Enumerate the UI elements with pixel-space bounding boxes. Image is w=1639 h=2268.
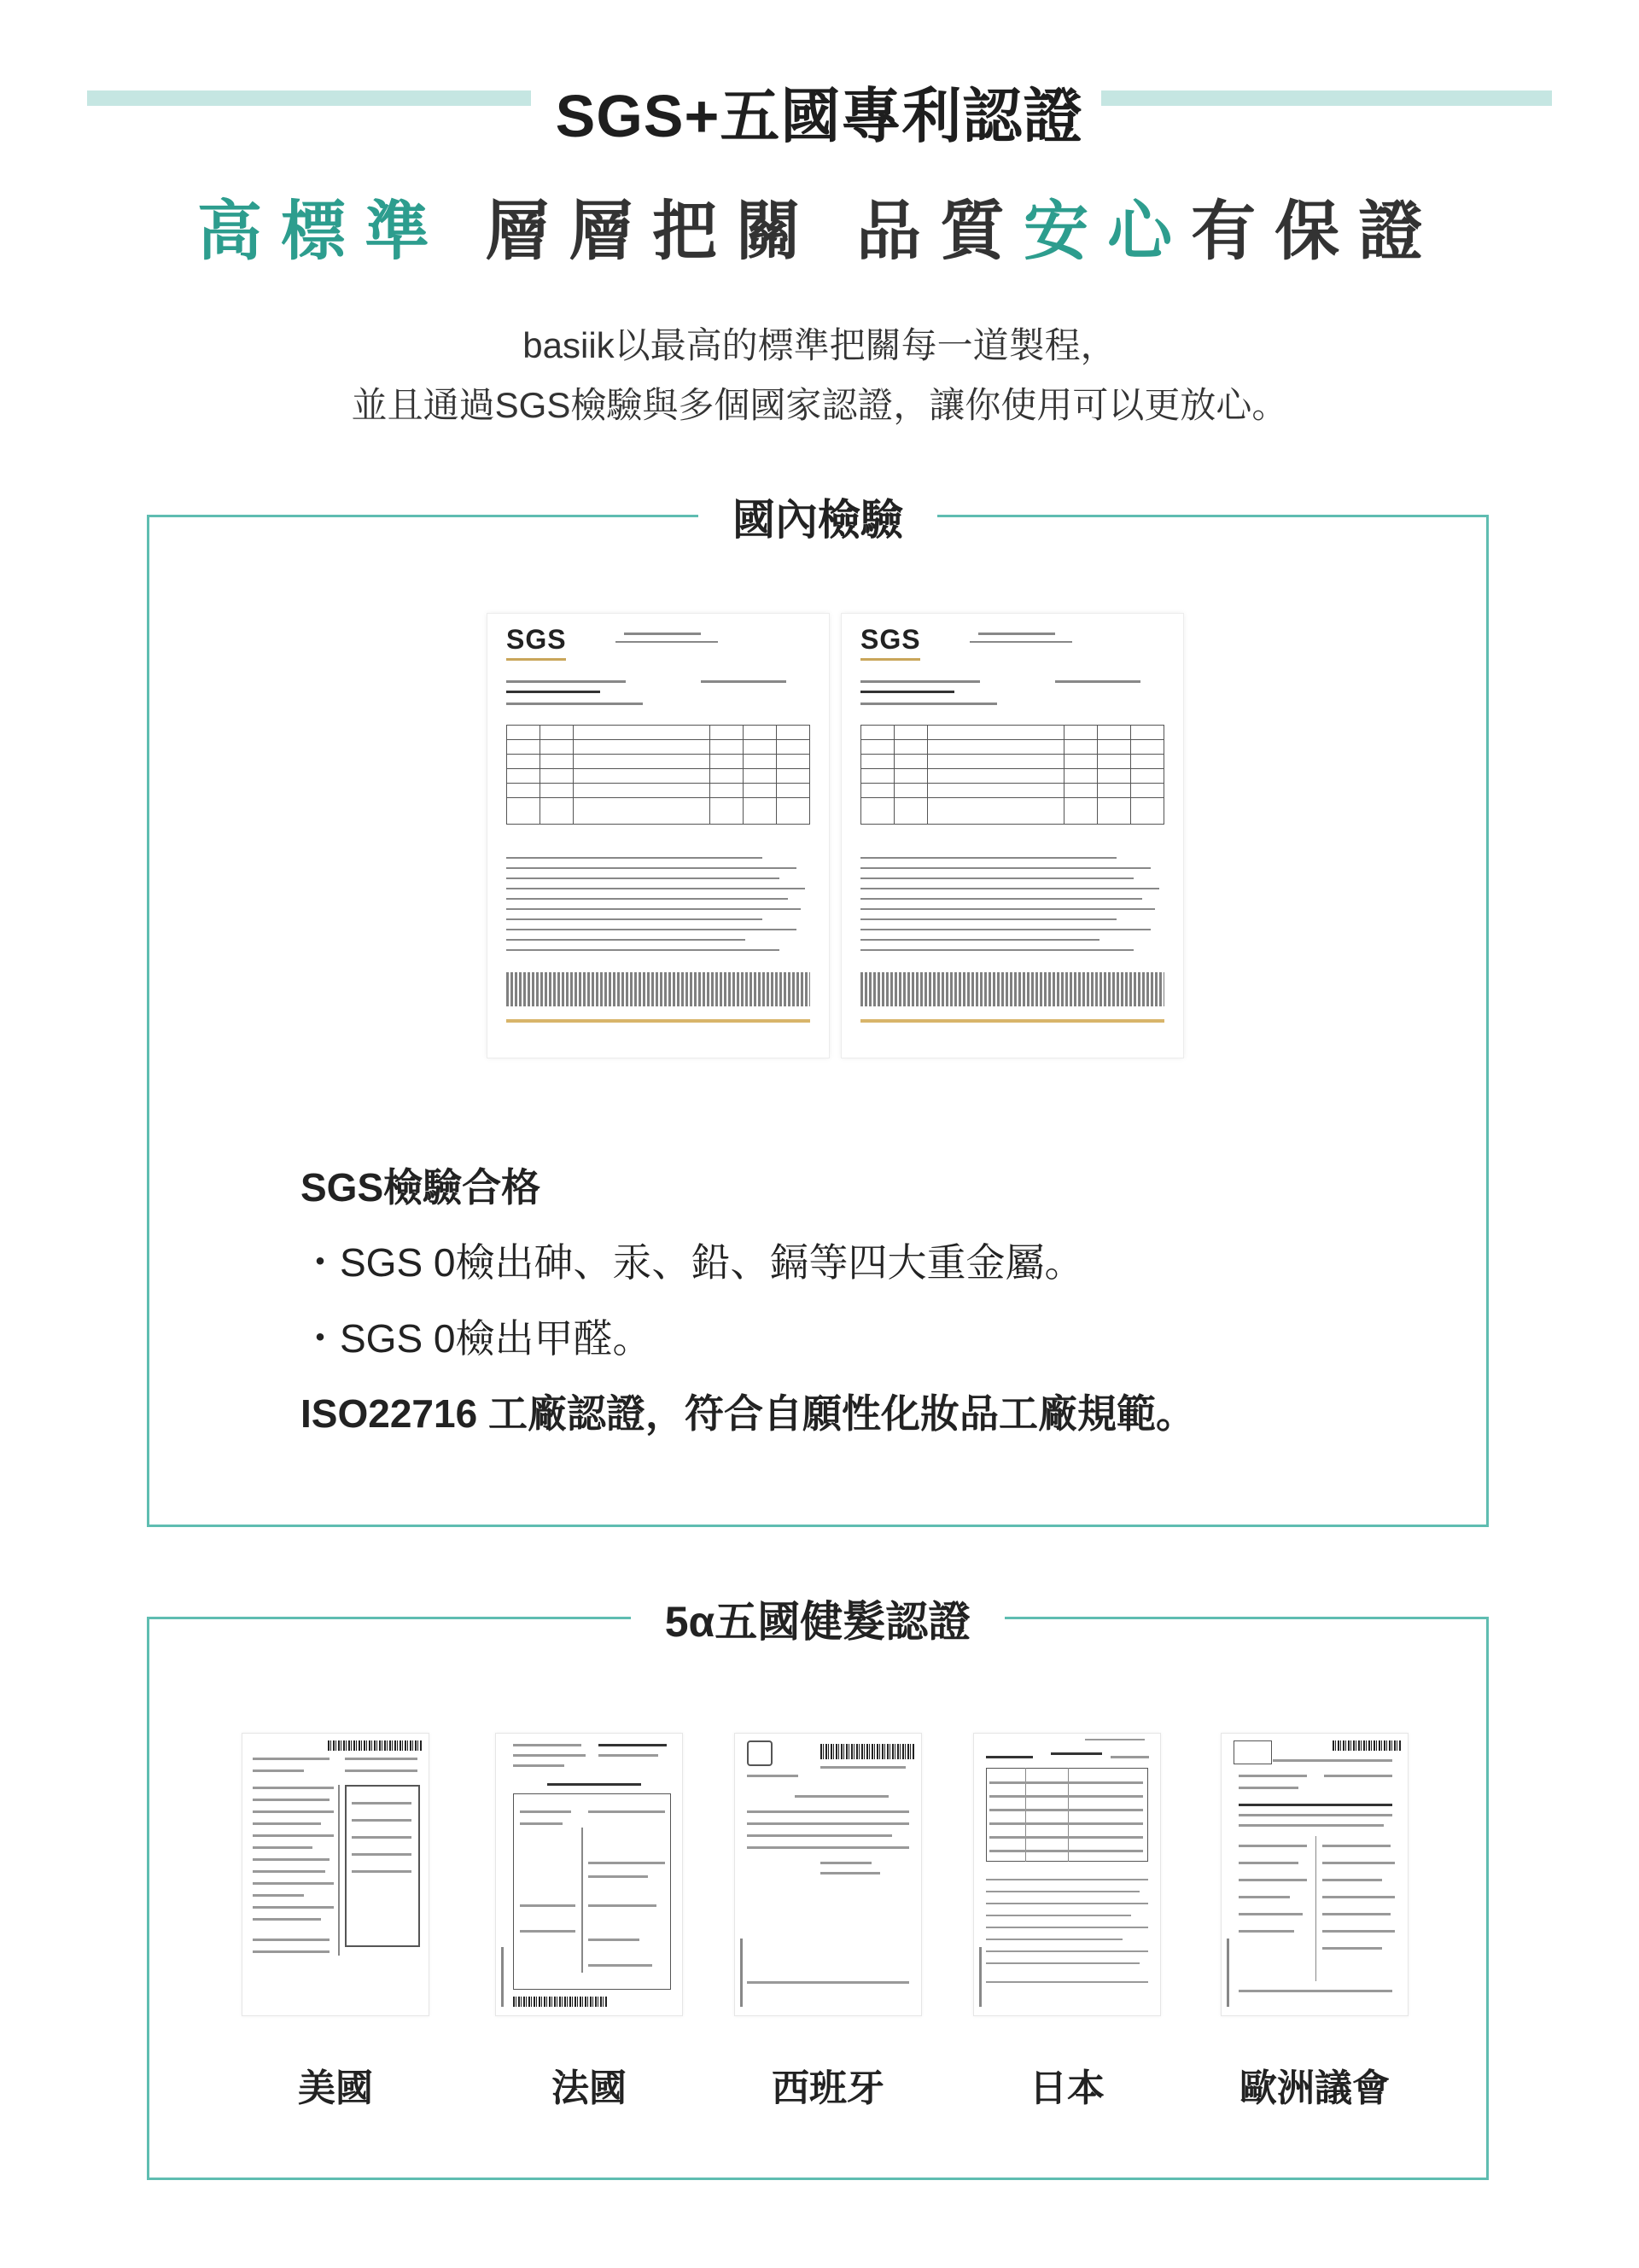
slogan — [0, 179, 1639, 272]
cert-text-line — [588, 1810, 665, 1813]
doc-text-line — [506, 949, 779, 951]
doc-text-line — [860, 857, 1117, 859]
cert-rule — [581, 1828, 583, 1973]
doc-results-table — [860, 725, 1164, 825]
doc-text-line — [506, 680, 626, 683]
cert-text-line — [986, 1891, 1140, 1892]
cert-text-line — [989, 1850, 1143, 1852]
cert-text-line — [989, 1781, 1143, 1784]
cert-text-line — [253, 1939, 330, 1941]
doc-footer-line — [860, 1019, 1164, 1023]
cert-emblem — [747, 1740, 773, 1766]
doc-text-line — [506, 691, 600, 693]
cert-text-line — [598, 1744, 667, 1746]
doc-text-line — [860, 898, 1142, 900]
doc-text-line — [615, 641, 718, 643]
country-label-usa: 美國 — [298, 2067, 373, 2109]
cert-text-line — [513, 1754, 586, 1757]
cert-text-line — [820, 1862, 872, 1864]
cert-text-line — [986, 1879, 1148, 1880]
cert-text-line — [253, 1810, 334, 1813]
sgs-logo-underline — [860, 658, 920, 661]
cert-text-line — [989, 1836, 1143, 1839]
doc-text-line — [506, 939, 745, 941]
cert-text-line — [986, 1756, 1033, 1758]
cert-text-line — [253, 1770, 304, 1772]
sgs-report-1 — [487, 613, 830, 1058]
cert-text-line — [986, 1903, 1148, 1904]
cert-text-line — [253, 1894, 304, 1897]
cert-text-line — [520, 1822, 563, 1825]
cert-side-text — [1227, 1939, 1229, 2007]
cert-text-line — [352, 1870, 411, 1873]
cert-text-line — [1322, 1845, 1391, 1847]
certificate-france — [495, 1733, 683, 2016]
sgs-heading: SGS檢驗合格 — [300, 1165, 541, 1210]
cert-text-line — [253, 1906, 334, 1909]
doc-text-line — [860, 929, 1151, 930]
cert-text-line — [747, 1775, 798, 1777]
doc-fine-print — [506, 972, 810, 1006]
cert-text-line — [1273, 1759, 1392, 1762]
cert-text-line — [989, 1795, 1143, 1798]
cert-text-line — [588, 1939, 639, 1941]
cert-text-line — [1239, 1775, 1307, 1777]
cert-text-line — [513, 1744, 581, 1746]
doc-text-line — [506, 918, 762, 920]
certificate-japan — [973, 1733, 1161, 2016]
doc-text-line — [978, 633, 1055, 635]
sgs-bullet-heavy-metals: ・SGS 0檢出砷、汞、鉛、鎘等四大重金屬。 — [300, 1240, 1084, 1285]
cert-text-line — [989, 1822, 1143, 1825]
cert-text-line — [1322, 1947, 1382, 1950]
cert-text-line — [513, 1764, 564, 1767]
cert-text-line — [598, 1754, 658, 1757]
cert-text-line — [986, 1950, 1148, 1952]
cert-side-text — [501, 1947, 504, 2007]
doc-text-line — [701, 680, 786, 683]
cert-text-line — [1239, 1896, 1290, 1898]
cert-text-line — [253, 1787, 334, 1789]
cert-text-line — [547, 1783, 641, 1786]
doc-text-line — [970, 641, 1072, 643]
cert-text-line — [1239, 1879, 1307, 1881]
doc-text-line — [860, 918, 1117, 920]
cert-text-line — [1239, 1930, 1294, 1933]
doc-text-line — [624, 633, 701, 635]
page-title: SGS+五國專利認證 — [555, 83, 1084, 149]
country-label-spain: 西班牙 — [772, 2067, 884, 2109]
cert-text-line — [1051, 1752, 1102, 1755]
country-label-europe: 歐洲議會 — [1239, 2067, 1390, 2109]
doc-text-line — [860, 703, 997, 705]
doc-text-line — [506, 867, 796, 869]
cert-text-line — [1239, 1814, 1392, 1816]
cert-text-line — [1239, 1913, 1303, 1915]
sgs-logo: SGS — [860, 624, 921, 655]
country-label-japan: 日本 — [1029, 2067, 1105, 2109]
doc-text-line — [506, 929, 796, 930]
doc-text-line — [506, 898, 788, 900]
cert-text-line — [795, 1795, 889, 1798]
cert-text-line — [520, 1904, 575, 1907]
cert-text-line — [253, 1950, 330, 1953]
cert-text-line — [986, 1927, 1148, 1928]
slogan-part-1: 高標準 — [196, 195, 448, 268]
cert-text-line — [1239, 1990, 1392, 1992]
cert-rule — [338, 1785, 340, 1956]
barcode — [1333, 1740, 1401, 1751]
cert-text-line — [352, 1836, 411, 1839]
sgs-logo-underline — [506, 658, 566, 661]
cert-text-line — [747, 1834, 892, 1837]
country-label-france: 法國 — [551, 2067, 627, 2109]
cert-text-line — [253, 1822, 321, 1825]
international-box-title — [149, 1588, 1486, 1649]
cert-text-line — [352, 1802, 411, 1804]
doc-text-line — [506, 888, 805, 889]
cert-rule — [1315, 1836, 1316, 1981]
iso-certification: ISO22716 工廠認證，符合自願性化妝品工廠規範。 — [300, 1391, 1195, 1436]
cert-text-line — [253, 1918, 321, 1921]
cert-text-line — [1322, 1879, 1382, 1881]
doc-results-table — [506, 725, 810, 825]
cert-text-line — [986, 1981, 1148, 1983]
doc-text-line — [860, 877, 1134, 879]
cert-text-line — [588, 1904, 656, 1907]
slogan-part-2: 層層把關 品質 — [485, 195, 1024, 268]
cert-text-line — [1239, 1804, 1392, 1806]
cert-text-line — [352, 1853, 411, 1856]
doc-text-line — [860, 908, 1155, 910]
cert-side-panel — [345, 1785, 420, 1947]
doc-text-line — [506, 857, 762, 859]
cert-side-text — [979, 1947, 982, 2007]
cert-emblem — [1234, 1740, 1272, 1764]
cert-text-line — [253, 1870, 325, 1873]
certificate-spain — [734, 1733, 922, 2016]
doc-footer-line — [506, 1019, 810, 1023]
doc-fine-print — [860, 972, 1164, 1006]
domestic-box-title-text: 國內檢驗 — [698, 496, 937, 544]
cert-text-line — [520, 1930, 575, 1933]
cert-text-line — [747, 1810, 909, 1813]
cert-text-line — [1322, 1913, 1391, 1915]
cert-text-line — [1239, 1845, 1307, 1847]
sgs-logo: SGS — [506, 624, 567, 655]
cert-text-line — [1322, 1930, 1395, 1933]
cert-text-line — [820, 1872, 880, 1874]
cert-text-line — [986, 1939, 1123, 1940]
cert-text-line — [588, 1964, 652, 1967]
slogan-part-3: 安心 — [1024, 195, 1192, 268]
cert-text-line — [352, 1819, 411, 1822]
cert-text-line — [1085, 1739, 1145, 1740]
doc-text-line — [506, 877, 779, 879]
doc-text-line — [506, 908, 801, 910]
cert-text-line — [1239, 1824, 1384, 1827]
slogan-part-4: 有保證 — [1191, 195, 1443, 268]
international-box-title-text: 5α五國健髮認證 — [631, 1598, 1006, 1646]
cert-text-line — [253, 1882, 334, 1885]
cert-text-line — [989, 1809, 1143, 1811]
cert-text-line — [986, 1915, 1131, 1916]
intro-line-2: 並且通過SGS檢驗與多個國家認證，讓你使用可以更放心。 — [351, 385, 1288, 425]
cert-text-line — [1239, 1862, 1298, 1864]
certificate-usa — [242, 1733, 429, 2016]
cert-text-line — [1111, 1756, 1149, 1758]
cert-side-text — [740, 1939, 743, 2007]
cert-text-line — [1239, 1787, 1298, 1789]
doc-text-line — [860, 939, 1099, 941]
cert-text-line — [253, 1799, 330, 1801]
certificate-europe — [1221, 1733, 1409, 2016]
cert-text-line — [520, 1810, 571, 1813]
doc-text-line — [506, 703, 643, 705]
cert-text-line — [747, 1822, 909, 1825]
cert-text-line — [253, 1758, 330, 1760]
sgs-report-2 — [841, 613, 1184, 1058]
cert-text-line — [1324, 1775, 1392, 1777]
cert-text-line — [345, 1758, 417, 1760]
barcode — [513, 1997, 607, 2007]
cert-text-line — [253, 1834, 334, 1837]
cert-text-line — [747, 1981, 909, 1984]
doc-text-line — [860, 888, 1159, 889]
intro-line-1: basiik以最高的標準把關每一道製程， — [522, 325, 1117, 365]
cert-text-line — [253, 1846, 312, 1849]
doc-text-line — [860, 949, 1134, 951]
domestic-box-title — [149, 486, 1486, 547]
barcode — [820, 1744, 914, 1759]
doc-text-line — [860, 691, 954, 693]
cert-text-line — [1322, 1862, 1395, 1864]
cert-text-line — [820, 1766, 906, 1769]
cert-text-line — [588, 1875, 648, 1878]
barcode — [328, 1740, 422, 1751]
cert-text-line — [747, 1846, 909, 1849]
doc-text-line — [1055, 680, 1140, 683]
sgs-bullet-formaldehyde: ・SGS 0檢出甲醛。 — [300, 1316, 652, 1361]
doc-text-line — [860, 867, 1151, 869]
cert-text-line — [588, 1862, 665, 1864]
cert-text-line — [1322, 1896, 1395, 1898]
cert-text-line — [345, 1770, 417, 1772]
doc-text-line — [860, 680, 980, 683]
cert-text-line — [986, 1962, 1140, 1964]
cert-text-line — [253, 1858, 330, 1861]
